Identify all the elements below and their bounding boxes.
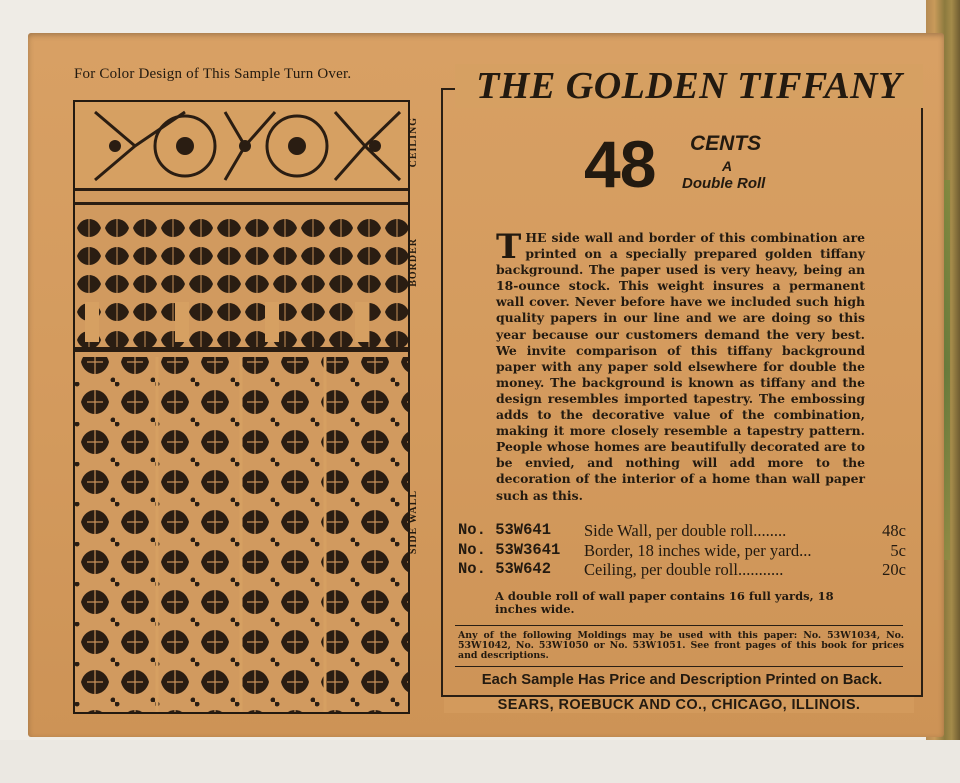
moldings-note: Any of the following Moldings may be used with this paper: No. 53W1034, No. 53W1042, No. 53W1050 or No. 53W1051. See front pages of this book for prices and descriptions. xyxy=(458,630,904,661)
wallpaper-pattern-svg xyxy=(75,102,408,712)
item-list xyxy=(458,521,906,580)
product-description xyxy=(496,227,865,504)
drop-cap: T xyxy=(496,227,522,267)
item-price: 5c xyxy=(890,540,906,560)
item-row xyxy=(458,541,906,561)
item-price: 48c xyxy=(882,521,906,540)
item-number: No. 53W3641 xyxy=(458,540,561,559)
side-wall-label: SIDE WALL xyxy=(408,490,419,555)
background xyxy=(0,740,960,783)
roll-contents-note: A double roll of wall paper contains 16 full yards, 18 inches wide. xyxy=(495,589,834,616)
item-row xyxy=(458,521,906,541)
price-per: Double Roll xyxy=(682,175,766,192)
price-amount: 48 xyxy=(584,127,656,201)
divider xyxy=(455,625,903,626)
item-description: Border, 18 inches wide, per yard... xyxy=(584,540,812,560)
item-number: No. 53W641 xyxy=(458,521,552,539)
color-design-note: For Color Design of This Sample Turn Over. xyxy=(74,66,352,82)
border-label: BORDER xyxy=(408,238,419,287)
each-sample-note: Each Sample Has Price and Description Printed on Back. xyxy=(481,672,883,688)
item-number: No. 53W642 xyxy=(458,560,552,579)
publisher-footer: SEARS, ROEBUCK AND CO., CHICAGO, ILLINOIS. xyxy=(444,697,914,713)
wallpaper-sample-illustration xyxy=(73,100,410,714)
product-title: THE GOLDEN TIFFANY xyxy=(455,64,923,108)
price-unit: CENTS xyxy=(690,132,762,155)
item-description: Side Wall, per double roll........ xyxy=(584,521,787,540)
description-text: HE side wall and border of this combination are printed on a specially prepared golden tiffany background. The paper used is very heavy, being an 18-ounce stock. This weight insures a permanent wall cover. Never before have we included such high quality papers in our line and we are doing so this year because our customers demand the very best. We invite comparison of this tiffany background paper with any paper sold elsewhere for double the money. The background is known as tiffany and the design resembles imported tapestry. The embossing adds to the decorative value of the combination, making it more closely resemble a tapestry pattern. People whose homes are beautifully decorated are to be envied, and nothing will add more to the decoration of the interior of a home than wall paper such as this. xyxy=(496,230,865,503)
item-row xyxy=(458,560,906,580)
price-a: A xyxy=(722,158,733,174)
item-description: Ceiling, per double roll........... xyxy=(584,560,784,580)
divider xyxy=(455,666,903,667)
ceiling-label: CEILING xyxy=(408,117,419,168)
item-price: 20c xyxy=(882,560,906,580)
